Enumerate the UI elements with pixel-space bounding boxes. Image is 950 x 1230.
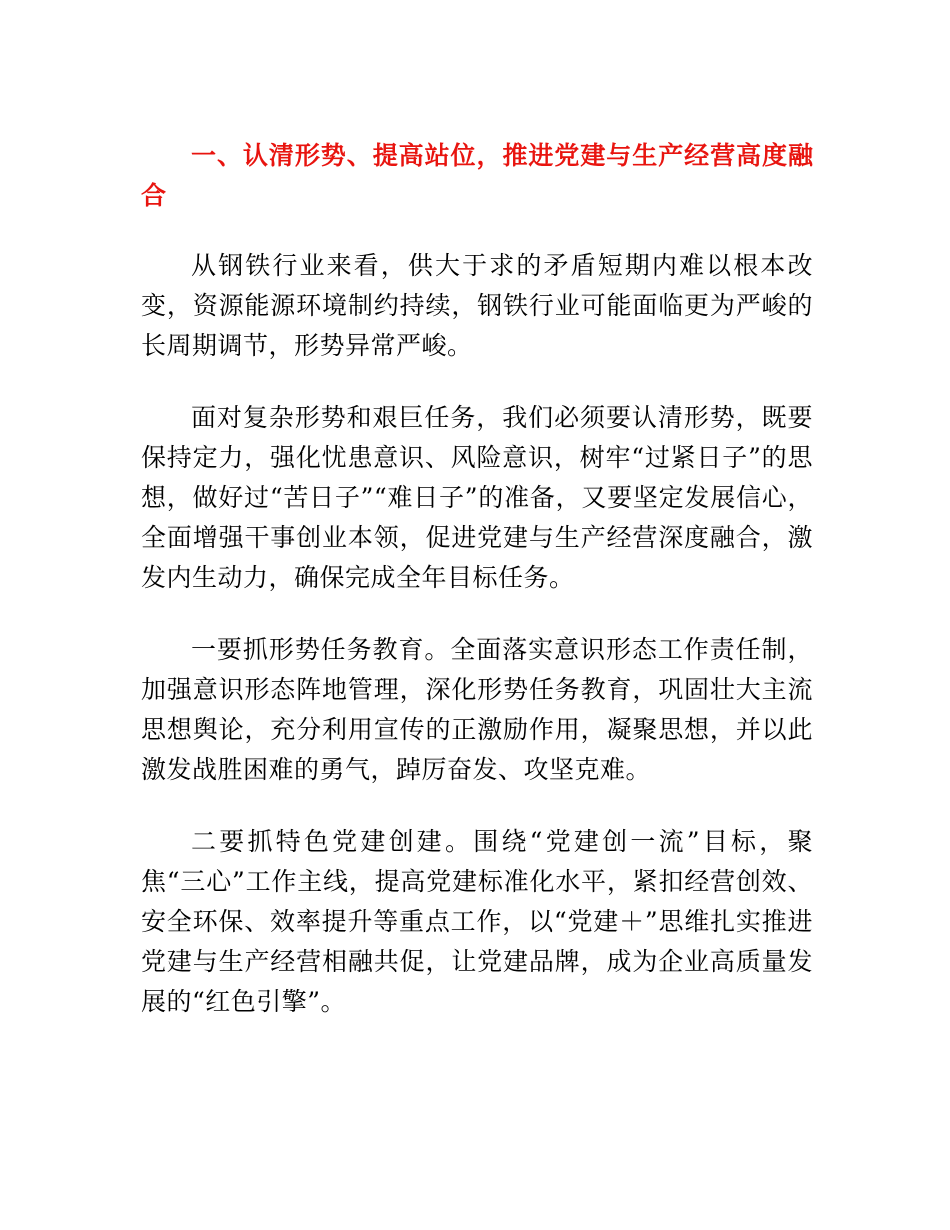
paragraph-face-situation: 面对复杂形势和艰巨任务，我们必须要认清形势，既要保持定力，强化忧患意识、风险意识，树牢“过紧日子”的思想，做好过“苦日子”“难日子”的准备，又要坚定发展信心，全面增强干事创业本领，促进党建与生产经营深度融合，激发内生动力，确保完成全年目标任务。	[141, 403, 813, 592]
paragraph-party-building: 二要抓特色党建创建。围绕“党建创一流”目标，聚焦“三心”工作主线，提高党建标准化水平，紧扣经营创效、安全环保、效率提升等重点工作，以“党建＋”思维扎实推进党建与生产经营相融共促，让党建品牌，成为企业高质量发展的“红色引擎”。	[141, 827, 813, 1016]
paragraph-task-education: 一要抓形势任务教育。全面落实意识形态工作责任制，加强意识形态阵地管理，深化形势任务教育，巩固壮大主流思想舆论，充分利用宣传的正激励作用，凝聚思想，并以此激发战胜困难的勇气，踔厉奋发、攻坚克难。	[141, 635, 813, 784]
section-heading: 一、认清形势、提高站位，推进党建与生产经营高度融合	[141, 141, 813, 210]
document-body	[141, 136, 813, 1022]
paragraph-industry-outlook: 从钢铁行业来看，供大于求的矛盾短期内难以根本改变，资源能源环境制约持续，钢铁行业可能面临更为严峻的长周期调节，形势异常严峻。	[141, 251, 813, 360]
